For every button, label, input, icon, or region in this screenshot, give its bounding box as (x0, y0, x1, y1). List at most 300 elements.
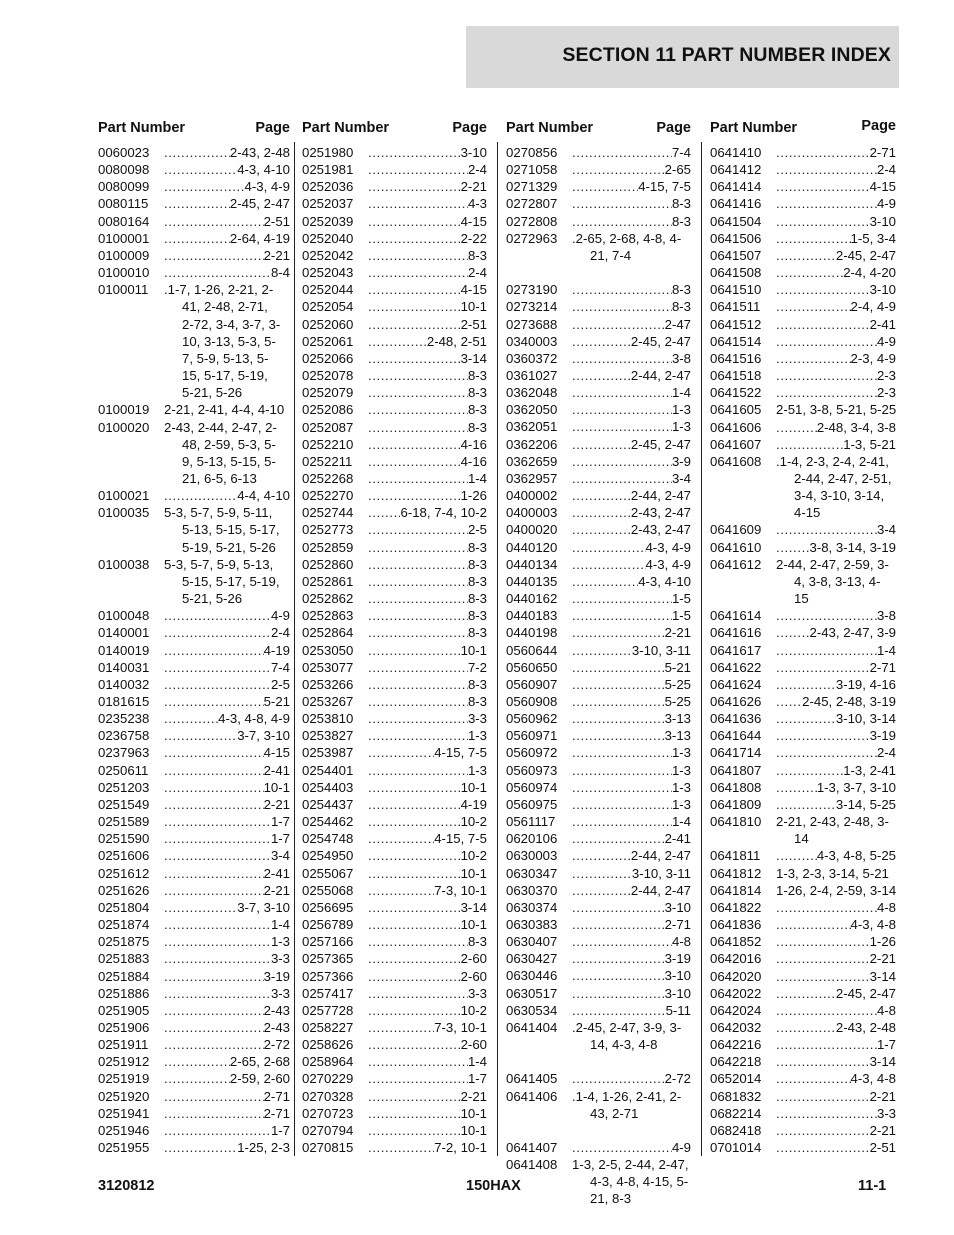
dot-leader (572, 762, 672, 779)
index-entry (710, 744, 896, 761)
index-entry (98, 144, 290, 161)
page-list-line: 2-4 (876, 162, 896, 178)
page-list-line: 2-21 (664, 625, 691, 641)
part-number: 0257166 (302, 934, 354, 950)
dot-leader (164, 916, 271, 933)
page-references (776, 350, 896, 367)
dot-leader (164, 676, 271, 693)
dot-leader (776, 933, 870, 950)
index-entry (302, 1053, 487, 1070)
page-list-line: 2-45, 2-47 (835, 247, 896, 263)
page-references (776, 1053, 896, 1070)
page-list-line: 4-19 (460, 796, 487, 812)
part-number: 0252744 (302, 505, 354, 521)
part-number: 0560974 (506, 779, 558, 795)
leader-dot: . (572, 1088, 576, 1104)
part-number: 0641811 (710, 848, 761, 864)
page-references (164, 1122, 290, 1139)
part-number: 0252863 (302, 608, 354, 624)
dot-leader (572, 813, 672, 830)
page-references (164, 487, 290, 504)
page-list-line: 4-15, 7-5 (434, 831, 487, 847)
index-entry (506, 213, 691, 230)
page-list-line: 2-60 (460, 951, 487, 967)
page-references (776, 1070, 896, 1087)
part-number: 0100048 (98, 608, 150, 624)
index-entry (98, 1139, 290, 1156)
page-references (368, 178, 487, 195)
part-number: 0630370 (506, 882, 558, 898)
part-number: 0630407 (506, 934, 558, 950)
index-entry (710, 1105, 896, 1122)
part-number: 0641416 (710, 196, 762, 212)
part-number: 0100011 (98, 282, 149, 298)
index-entry (710, 350, 896, 367)
leader-dot: . (164, 282, 168, 298)
page-references (368, 384, 487, 401)
index-entry (302, 882, 487, 899)
page-references (776, 178, 896, 195)
part-number: 0273688 (506, 316, 558, 332)
page-list-line: 2-4 (467, 265, 487, 281)
index-entry (302, 642, 487, 659)
part-number: 0251906 (98, 1019, 150, 1035)
page-references (164, 847, 290, 864)
dot-leader (164, 813, 271, 830)
index-entry (302, 264, 487, 281)
part-number: 0253810 (302, 711, 354, 727)
page-references (776, 985, 896, 1002)
page-references (572, 144, 691, 161)
dot-leader (572, 985, 665, 1002)
page-references (164, 676, 290, 693)
part-number: 0560908 (506, 693, 558, 709)
page-list-line: 10-2 (460, 848, 487, 864)
part-number: 0630383 (506, 917, 558, 933)
page-references (572, 1019, 691, 1053)
page-references (164, 1139, 290, 1156)
page-references (776, 676, 896, 693)
index-entry (302, 1070, 487, 1087)
page-references (368, 985, 487, 1002)
dot-leader (164, 178, 245, 195)
part-number-heading: Part Number (302, 120, 390, 136)
index-entry (302, 659, 487, 676)
index-entry (710, 950, 896, 967)
page-references (368, 624, 487, 641)
dot-leader (164, 607, 271, 624)
part-number: 0256695 (302, 899, 354, 915)
page-list-line: 3-4 (876, 522, 896, 538)
part-number: 0254401 (302, 762, 354, 778)
index-entry (710, 333, 896, 350)
page-references (368, 796, 487, 813)
part-number: 0060023 (98, 145, 150, 160)
index-entry (302, 453, 487, 470)
dot-leader (776, 950, 870, 967)
part-number: 0251590 (98, 831, 150, 847)
part-number: 0641607 (710, 436, 762, 452)
index-column-1 (98, 118, 290, 1156)
part-number: 0641612 (710, 556, 762, 572)
dot-leader (164, 762, 264, 779)
part-number-heading: Part Number (98, 120, 186, 136)
page-list-line: 4-15 (460, 213, 487, 229)
page-list-line: 4, 3-8, 3-13, 4- (794, 573, 881, 589)
page-references (368, 779, 487, 796)
dot-leader (164, 744, 264, 761)
page-list-line: 8-3 (467, 385, 487, 401)
leader-dot: . (572, 230, 576, 246)
index-entry (506, 350, 691, 367)
index-entry (302, 1139, 487, 1156)
page-list-line: 4-3, 4-9 (244, 179, 290, 195)
part-number: 0641510 (710, 282, 762, 298)
part-number: 0272808 (506, 213, 558, 229)
part-number: 0630517 (506, 985, 558, 1001)
page-heading: Page (255, 120, 290, 136)
index-entry (302, 710, 487, 727)
page-references (164, 762, 290, 779)
dot-leader (164, 247, 264, 264)
part-number: 0641609 (710, 522, 762, 538)
part-number: 0253266 (302, 676, 354, 692)
page-list-line: 4-9 (876, 333, 896, 349)
page-list-line: 2-44, 2-47 (630, 848, 691, 864)
page-list-line: 1-4 (270, 917, 290, 933)
part-number: 0362206 (506, 436, 558, 452)
part-number: 0641405 (506, 1071, 558, 1087)
index-entry (506, 865, 691, 882)
index-entry (710, 1088, 896, 1105)
part-number: 0257417 (302, 985, 354, 1001)
dot-leader (776, 350, 851, 367)
page-list-line: 2-41 (263, 762, 290, 778)
index-entry (302, 367, 487, 384)
dot-leader (368, 487, 461, 504)
page-references (164, 1019, 290, 1036)
index-entry (98, 659, 290, 676)
page-references (368, 1070, 487, 1087)
index-entry (98, 419, 290, 488)
part-number: 0252040 (302, 230, 354, 246)
page-list-line: 2-44, 2-47, 2-51, (794, 470, 892, 486)
dot-leader (572, 350, 672, 367)
page-list-line: 2-64, 4-19 (229, 230, 290, 246)
page-list-line: 8-3 (467, 247, 487, 263)
dot-leader (368, 178, 461, 195)
column-divider (701, 142, 702, 1156)
dot-leader (164, 693, 264, 710)
page-references (164, 744, 290, 761)
part-number: 0251606 (98, 848, 150, 864)
page-list-line: 2-21 (263, 796, 290, 812)
index-entry (506, 539, 691, 556)
page-list-line: 4-3, 4-8 (850, 1071, 896, 1087)
dot-leader (776, 968, 870, 985)
index-entry (302, 847, 487, 864)
page-references (572, 1070, 691, 1087)
page-list-line: 10-1 (460, 779, 487, 795)
dot-leader (776, 1139, 870, 1156)
part-number: 0641514 (710, 333, 762, 349)
page-list-line: 3-10 (664, 968, 691, 984)
dot-leader (368, 281, 461, 298)
page-list-line: 4-3 (467, 196, 487, 212)
page-list-line: 1-3 (671, 402, 691, 418)
page-references (776, 882, 896, 899)
index-entry (98, 882, 290, 899)
page-references (776, 161, 896, 178)
index-entry (302, 1036, 487, 1053)
dot-leader (368, 453, 461, 470)
page-references (368, 762, 487, 779)
page-list-line: 1-7, 1-26, 2-21, 2- (167, 282, 274, 298)
dot-leader (368, 659, 468, 676)
part-number: 0641410 (710, 145, 762, 160)
part-number: 0561117 (506, 814, 556, 830)
page-references (368, 1088, 487, 1105)
page-references (572, 316, 691, 333)
dot-leader (368, 350, 461, 367)
index-entry (710, 796, 896, 813)
page-list-line: 1-3 (671, 762, 691, 778)
index-entry (506, 298, 691, 315)
dot-leader (164, 195, 230, 212)
dot-leader (368, 556, 468, 573)
dot-leader (164, 1002, 264, 1019)
dot-leader (776, 144, 870, 161)
index-entry (98, 985, 290, 1002)
page-references (572, 916, 691, 933)
leader-dot: . (572, 1019, 576, 1035)
page-references (164, 916, 290, 933)
dot-leader (572, 556, 646, 573)
page-references (776, 624, 896, 641)
index-entry (710, 847, 896, 864)
page-list-line: 7-4 (671, 145, 691, 160)
page-references (776, 281, 896, 298)
index-entry (506, 642, 691, 659)
page-references (368, 865, 487, 882)
index-entry (98, 195, 290, 212)
page-list-line: 2-21 (460, 179, 487, 195)
index-entry (302, 195, 487, 212)
index-entry (710, 659, 896, 676)
page-list-line: 1-25, 2-3 (237, 1140, 290, 1156)
index-entry (98, 1122, 290, 1139)
dot-leader (776, 1019, 836, 1036)
dot-leader (776, 367, 877, 384)
page-references (776, 384, 896, 401)
part-number: 0641504 (710, 213, 762, 229)
part-number: 0251875 (98, 934, 150, 950)
dot-leader (572, 967, 665, 984)
page-list-line: 2-43 (263, 1019, 290, 1035)
index-entry (506, 950, 691, 967)
page-list-line: 3-10, 3-11 (631, 865, 691, 881)
page-list-line: 1-3, 2-3, 3-14, 5-21 (776, 865, 889, 881)
dot-leader (572, 933, 672, 950)
part-number: 0641624 (710, 676, 762, 692)
section-title: SECTION 11 PART NUMBER INDEX (562, 44, 891, 66)
page-list-line: 3-14 (460, 350, 487, 366)
part-number-heading: Part Number (710, 120, 798, 136)
dot-leader (368, 899, 461, 916)
index-entry (98, 178, 290, 195)
column-divider (497, 142, 498, 1156)
part-number: 0252859 (302, 539, 354, 555)
index-entry (710, 247, 896, 264)
page-list-line: 2-21 (869, 951, 896, 967)
dot-leader (776, 161, 877, 178)
page-list-line: 2-21 (263, 247, 290, 263)
page-list-line: 3-8 (876, 608, 896, 624)
page-references (572, 470, 691, 487)
page-list-line: 8-3 (467, 694, 487, 709)
page-list-line: 2-4 (467, 162, 487, 178)
page-references (368, 573, 487, 590)
page-references (572, 985, 691, 1002)
part-number: 0652014 (710, 1071, 762, 1087)
index-entry (506, 178, 691, 195)
index-entry (710, 213, 896, 230)
index-entry (506, 882, 691, 899)
page-list-line: 2-45, 2-47 (630, 333, 691, 349)
page-list-line: 2-21 (869, 1122, 896, 1138)
page-list-line: 3-19 (664, 951, 691, 967)
index-column-3 (506, 118, 691, 1208)
page-list-line: 2-3 (876, 368, 896, 384)
part-number: 0362051 (506, 419, 558, 435)
index-entry (710, 642, 896, 659)
part-number: 0641616 (710, 625, 762, 641)
index-entry (710, 195, 896, 212)
page-list-line: 3-7, 3-10 (237, 728, 290, 744)
page-list-line: 8-3 (467, 676, 487, 692)
index-entry (710, 933, 896, 950)
page-list-line: 2-48, 2-51 (426, 333, 487, 349)
part-number: 0642216 (710, 1037, 762, 1053)
page-references (368, 899, 487, 916)
index-entry (98, 847, 290, 864)
dot-leader (368, 436, 461, 453)
page-references (164, 419, 290, 488)
page-references (164, 1036, 290, 1053)
part-number: 0100010 (98, 265, 150, 281)
part-number: 0440120 (506, 539, 558, 555)
page-references (368, 813, 487, 830)
part-number: 0682418 (710, 1122, 762, 1138)
page-list-line: 2-47 (664, 316, 691, 332)
page-references (164, 230, 290, 247)
index-entry (506, 556, 691, 573)
page-list-line: 15 (794, 591, 809, 607)
part-number: 0560650 (506, 659, 558, 675)
entry-list (506, 144, 691, 1208)
page-references (572, 847, 691, 864)
page-references (776, 744, 896, 761)
page-references (164, 899, 290, 916)
part-number: 0641507 (710, 247, 762, 263)
dot-leader (776, 710, 836, 727)
dot-leader (776, 727, 870, 744)
page-references (572, 967, 691, 984)
page-references (572, 779, 691, 796)
part-number: 0251981 (302, 162, 354, 178)
dot-leader (572, 144, 672, 161)
dot-leader (572, 779, 672, 796)
page-references (164, 659, 290, 676)
part-number: 0253077 (302, 659, 354, 675)
page-list-line: 10-1 (460, 1105, 487, 1121)
index-entry (302, 556, 487, 573)
page-list-line: 4-15 (869, 179, 896, 195)
page-references (368, 264, 487, 281)
dot-leader (368, 1053, 468, 1070)
page-references (572, 693, 691, 710)
page-references (572, 281, 691, 298)
dot-leader (776, 1122, 870, 1139)
page-references (572, 727, 691, 744)
dot-leader (776, 659, 870, 676)
dot-leader (776, 333, 877, 350)
part-number: 0100019 (98, 402, 150, 418)
page-references (368, 882, 487, 899)
part-number: 0560972 (506, 745, 558, 761)
page-list-line: 48, 2-59, 5-3, 5- (182, 436, 276, 452)
dot-leader (572, 1070, 665, 1087)
page-heading: Page (861, 118, 896, 134)
index-entry (302, 333, 487, 350)
page-list-line: 1-4 (467, 470, 487, 486)
dot-leader (164, 161, 237, 178)
dot-leader (776, 316, 870, 333)
dot-leader (776, 264, 843, 281)
page-references (572, 333, 691, 350)
index-entry (98, 504, 290, 555)
part-number: 0251886 (98, 985, 150, 1001)
page-list-line: 5-13, 5-15, 5-17, (182, 522, 280, 538)
part-number: 0273190 (506, 282, 558, 298)
index-entry (506, 316, 691, 333)
page-references (164, 401, 290, 418)
index-entry (302, 1122, 487, 1139)
index-entry (302, 865, 487, 882)
part-number: 0251980 (302, 145, 354, 160)
part-number: 0252061 (302, 333, 354, 349)
page-list-line: 21, 7-4 (590, 247, 632, 263)
part-number: 0682214 (710, 1105, 762, 1121)
page-references (368, 298, 487, 315)
index-entry (302, 521, 487, 538)
page-list-line: 7, 5-9, 5-13, 5- (182, 350, 269, 366)
page-list-line: 1-3 (671, 796, 691, 812)
dot-leader (164, 950, 271, 967)
page-list-line: 3-10 (664, 899, 691, 915)
dot-leader (572, 1002, 666, 1019)
part-number: 0641714 (710, 745, 762, 761)
part-number: 0252086 (302, 402, 354, 418)
page-list-line: 5-11 (665, 1002, 691, 1018)
page-references (368, 847, 487, 864)
index-entry (302, 796, 487, 813)
part-number: 0560971 (506, 728, 558, 744)
page-references (776, 298, 896, 315)
entry-list (302, 144, 487, 1156)
page-list-line: 7-4 (270, 659, 290, 675)
page-references (572, 642, 691, 659)
